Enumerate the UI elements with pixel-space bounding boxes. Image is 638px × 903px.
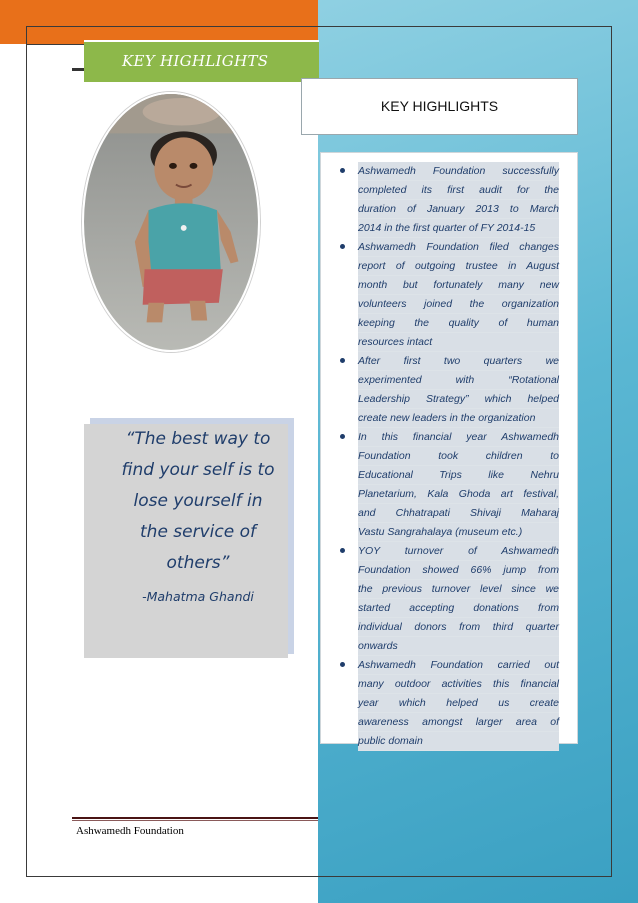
quote-line: others”	[166, 553, 230, 573]
footer-rule-thin	[72, 820, 318, 821]
bullet-icon	[340, 662, 345, 667]
orange-corner-band	[0, 0, 320, 44]
highlight-text: Ashwamedh Foundation filed changes report of outgoing trustee in August month but fortunately many new volunteers joined the organization keeping the quality of human resources intact	[358, 238, 559, 352]
bullet-icon	[340, 358, 345, 363]
bullet-icon	[340, 548, 345, 553]
bullet-icon	[340, 434, 345, 439]
highlight-item	[339, 542, 559, 656]
footer-text: Ashwamedh Foundation	[76, 825, 184, 837]
highlight-text: In this financial year Ashwamedh Foundation took children to Educational Trips like Nehru Planetarium, Kala Ghoda art festival, and Chhatrapati Shivaji Maharaj Vastu Sangrahalaya (museum etc.)	[358, 428, 559, 542]
footer-rule	[72, 817, 318, 819]
highlight-item	[339, 238, 559, 352]
quote-line: lose yourself in	[133, 491, 263, 511]
quote-line: “The best way to	[125, 429, 271, 449]
highlights-list	[321, 153, 577, 751]
header-title: KEY HIGHLIGHTS	[380, 98, 499, 114]
header-box	[301, 78, 578, 135]
quote-line: find your self is to	[121, 460, 275, 480]
highlight-item	[339, 352, 559, 428]
child-photo	[82, 92, 260, 352]
quote-line: the service of	[140, 522, 256, 542]
key-highlights-tab	[84, 40, 319, 82]
highlight-text: Ashwamedh Foundation successfully completed its first audit for the duration of January 2013 to March 2014 in the first quarter of FY 2014-15	[358, 162, 559, 238]
highlight-item	[339, 656, 559, 751]
highlight-item	[339, 428, 559, 542]
highlights-list-box	[320, 152, 578, 747]
bullet-icon	[340, 244, 345, 249]
quote-author: -Mahatma Ghandi	[142, 589, 254, 604]
highlight-text: YOY turnover of Ashwamedh Foundation showed 66% jump from the previous turnover level since we started accepting donations from individual donors from third quarter onwards	[358, 542, 559, 656]
dash-mark	[72, 68, 84, 71]
quote-text	[110, 424, 286, 579]
highlight-item	[339, 162, 559, 238]
child-photo-icon	[84, 94, 258, 350]
highlight-text: After first two quarters we experimented with “Rotational Leadership Strategy” which helped create new leaders in the organization	[358, 352, 559, 428]
highlight-text: Ashwamedh Foundation carried out many outdoor activities this financial year which helped us create awareness amongst larger area of public domain	[358, 656, 559, 751]
tab-title: KEY HIGHLIGHTS	[122, 52, 269, 70]
bullet-icon	[340, 168, 345, 173]
